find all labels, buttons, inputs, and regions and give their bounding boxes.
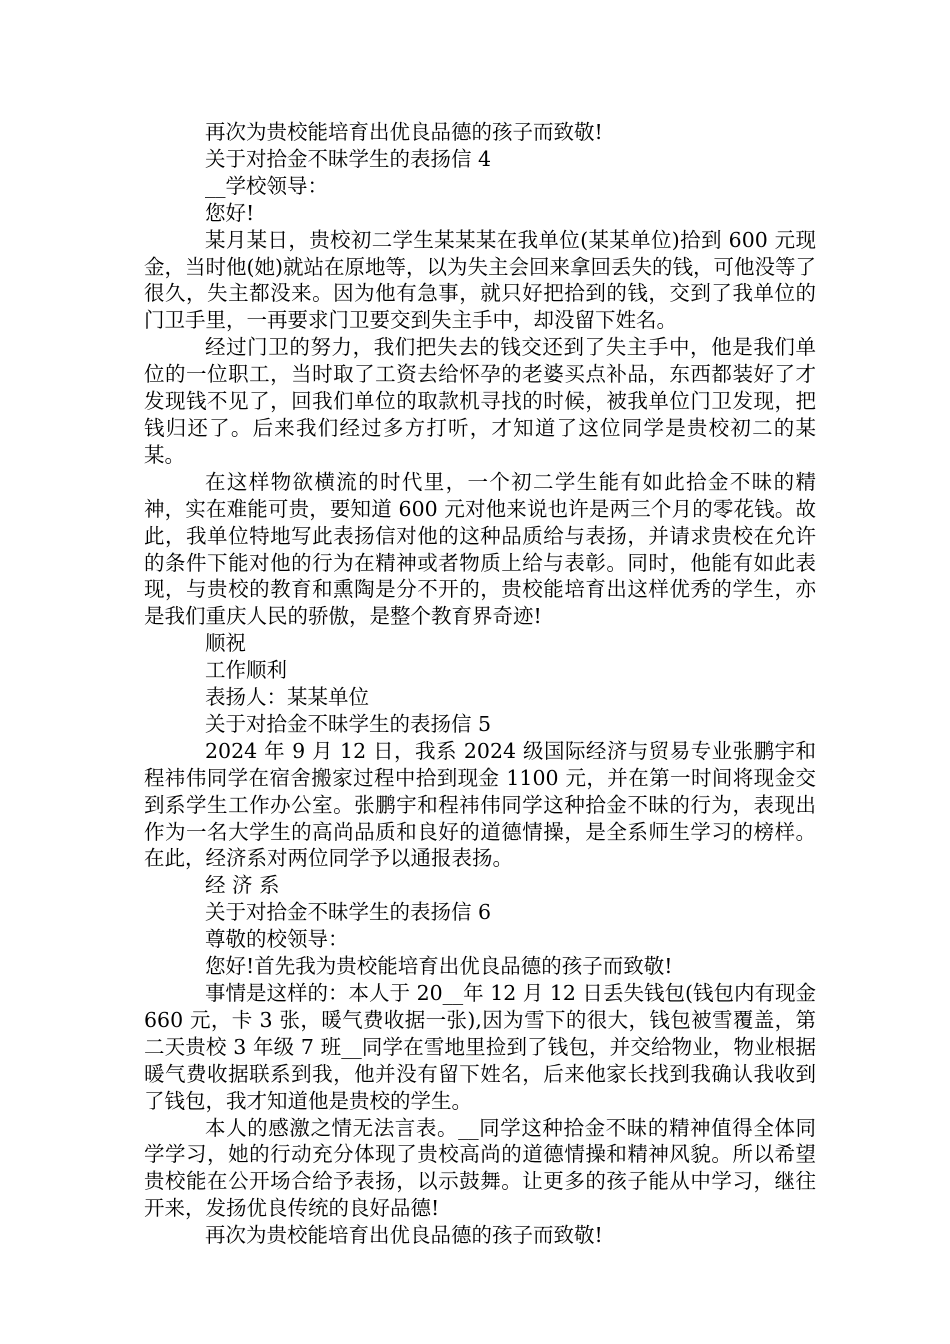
letter-6-greeting: 您好!首先我为贵校能培育出优良品德的孩子而致敬! [205,954,673,979]
letter-6-title: 关于对拾金不昧学生的表扬信 6 [205,900,492,925]
letter-4-paragraph-3: 在这样物欲横流的时代里，一个初二学生能有如此拾金不昧的精神，实在难能可贵，要知道 600 元对他来说也许是两三个月的零花钱。故此，我单位特地写此表扬信对他的这种品质给与表扬，并请求贵校在允许的条件下能对他的行为在精神或者物质上给与表彰。同时，他能有如此表现，与贵校的教育和熏陶是分不开的，贵校能培育出这样优秀的学生，亦是我们重庆人民的骄傲，是整个教育界奇迹! [144,469,816,629]
letter-6-salutation: 尊敬的校领导： [205,927,349,952]
letter-4-title: 关于对拾金不昧学生的表扬信 4 [205,146,492,171]
letter-6-closing: 再次为贵校能培育出优良品德的孩子而致敬! [205,1223,603,1248]
letter-5-signature: 经 济 系 [205,873,280,898]
letter-6-paragraph-2: 本人的感激之情无法言表。__同学这种拾金不昧的精神值得全体同学学习，她的行动充分体现了贵校高尚的道德情操和精神风貌。所以希望贵校能在公开场合给予表扬，以示鼓舞。让更多的孩子能从中学习，继往开来，发扬优良传统的良好品德! [144,1115,816,1221]
letter-4-closing: 顺祝 [205,631,246,656]
letter-5-paragraph-1: 2024 年 9 月 12 日，我系 2024 级国际经济与贸易专业张鹏宇和程祎伟同学在宿舍搬家过程中拾到现金 1100 元，并在第一时间将现金交到系学生工作办公室。张鹏宇和程祎伟同学这种拾金不昧的行为，表现出作为一名大学生的高尚品质和良好的道德情操，是全系师生学习的榜样。在此，经济系对两位同学予以通报表扬。 [144,738,816,871]
letter-4-signature: 表扬人：某某单位 [205,685,369,710]
letter-4-greeting: 您好! [205,200,255,225]
document-body [144,119,816,1249]
closing-salute-line: 再次为贵校能培育出优良品德的孩子而致敬! [205,120,603,144]
letter-4-salutation: __学校领导： [205,173,328,198]
letter-4-paragraph-1: 某月某日，贵校初二学生某某某在我单位(某某单位)拾到 600 元现金，当时他(她)就站在原地等，以为失主会回来拿回丢失的钱，可他没等了很久，失主都没来。因为他有急事，就只好把拾到的钱，交到了我单位的门卫手里，一再要求门卫要交到失主手中，却没留下姓名。 [144,227,816,333]
letter-4-paragraph-2: 经过门卫的努力，我们把失去的钱交还到了失主手中，他是我们单位的一位职工，当时取了工资去给怀孕的老婆买点补品，东西都装好了才发现钱不见了，回我们单位的取款机寻找的时候，被我单位门卫发现，把钱归还了。后来我们经过多方打听，才知道了这位同学是贵校初二的某某。 [144,335,816,467]
letter-6-paragraph-1: 事情是这样的：本人于 20__年 12 月 12 日丢失钱包(钱包内有现金 660 元，卡 3 张，暖气费收据一张),因为雪下的很大，钱包被雪覆盖，第二天贵校 3 年级 7 班__同学在雪地里捡到了钱包，并交给物业，物业根据暖气费收据联系到我，他并没有留下姓名，后来他家长找到我确认我收到了钱包，我才知道他是贵校的学生。 [144,981,816,1113]
letter-5-title: 关于对拾金不昧学生的表扬信 5 [205,711,492,736]
letter-4-closing-wish: 工作顺利 [205,658,287,683]
